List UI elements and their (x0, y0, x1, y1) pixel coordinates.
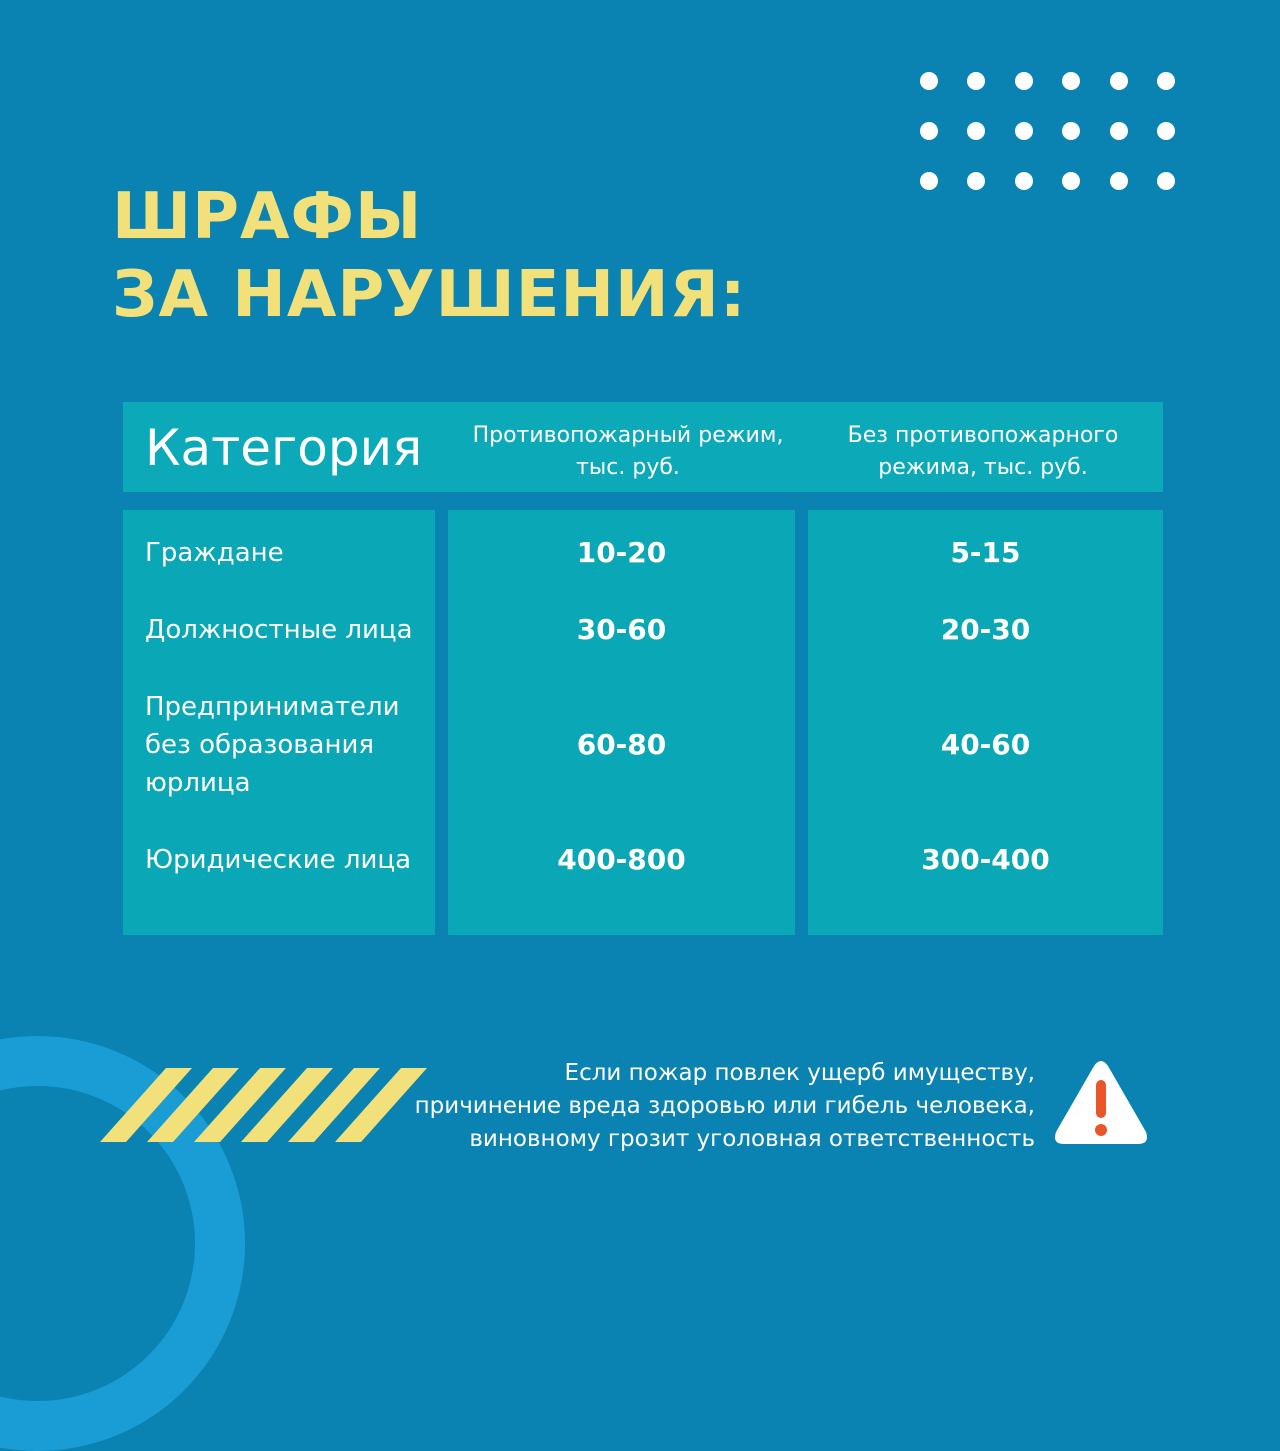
dot (920, 122, 938, 140)
header-fire-regime (448, 420, 808, 484)
dot (967, 122, 985, 140)
header-no-fire-regime (823, 420, 1143, 484)
table-row-category (145, 688, 400, 802)
fine-value: 300-400 (921, 843, 1050, 876)
fine-value: 400-800 (557, 843, 686, 876)
dot (967, 172, 985, 190)
title-line-2: ЗА НАРУШЕНИЯ: (112, 258, 747, 332)
note-line: виновному грозит уголовная ответственность (469, 1126, 1035, 1152)
fire-regime-column (448, 510, 795, 935)
dot (1157, 122, 1175, 140)
dot (1062, 122, 1080, 140)
header-fire-regime-line-1: Противопожарный режим, (472, 423, 784, 448)
dot (1110, 122, 1128, 140)
dot-grid-decoration (920, 72, 1175, 190)
category-line: Предприниматели (145, 692, 400, 722)
dot (1015, 122, 1033, 140)
dot (1062, 72, 1080, 90)
header-no-fire-regime-line-1: Без противопожарного (847, 423, 1119, 448)
fine-value: 10-20 (576, 536, 667, 569)
no-fire-regime-column (808, 510, 1163, 935)
dot (1110, 172, 1128, 190)
dot (920, 172, 938, 190)
dot (920, 72, 938, 90)
page-title (112, 178, 746, 334)
fine-value: 40-60 (940, 728, 1031, 761)
table-header (123, 402, 1163, 492)
dot (1157, 72, 1175, 90)
note-line: причинение вреда здоровью или гибель человека, (414, 1093, 1035, 1119)
dot (1110, 72, 1128, 90)
dot (1015, 72, 1033, 90)
header-no-fire-regime-line-2: режима, тыс. руб. (878, 455, 1088, 480)
fine-value: 20-30 (940, 613, 1031, 646)
header-fire-regime-line-2: тыс. руб. (576, 455, 680, 480)
criminal-liability-note (380, 1057, 1035, 1156)
warning-triangle-icon (1052, 1058, 1150, 1150)
dot (1062, 172, 1080, 190)
dot (967, 72, 985, 90)
dot (1157, 172, 1175, 190)
category-line: юрлица (145, 768, 251, 798)
table-row-category: Юридические лица (145, 845, 412, 875)
category-column (123, 510, 435, 935)
header-category: Категория (145, 419, 423, 477)
title-line-1: ШРАФЫ (112, 180, 423, 254)
category-line: без образования (145, 730, 375, 760)
dot (1015, 172, 1033, 190)
table-row-category: Граждане (145, 538, 284, 568)
fine-value: 5-15 (950, 536, 1021, 569)
table-row-category: Должностные лица (145, 615, 413, 645)
fine-value: 30-60 (576, 613, 667, 646)
fine-value: 60-80 (576, 728, 667, 761)
note-line: Если пожар повлек ущерб имуществу, (564, 1060, 1035, 1086)
